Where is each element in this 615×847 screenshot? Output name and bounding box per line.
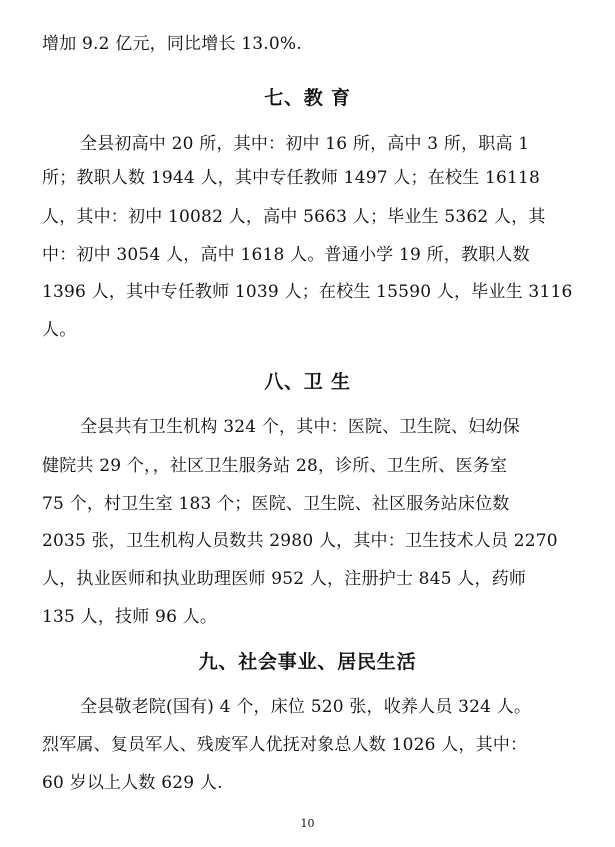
- section-heading-social-affairs: 九、社会事业、居民生活: [198, 651, 417, 673]
- social-affairs-line: 60 岁以上人数 629 人.: [42, 773, 223, 793]
- health-line: 135 人，技师 96 人。: [42, 607, 218, 627]
- health-line: 人，执业医师和执业助理医师 952 人，注册护士 845 人，药师: [42, 569, 527, 589]
- section-heading-education: 七、教 育: [264, 87, 351, 109]
- section-heading-health: 八、卫 生: [264, 371, 351, 393]
- education-line: 中：初中 3054 人，高中 1618 人。普通小学 19 所，教职人数: [42, 245, 530, 265]
- social-affairs-line: 全县敬老院(国有) 4 个，床位 520 张，收养人员 324 人。: [80, 697, 532, 717]
- health-line: 75 个，村卫生室 183 个；医院、卫生院、社区服务站床位数: [42, 494, 510, 514]
- education-line: 人。: [42, 320, 77, 340]
- health-line: 2035 张，卫生机构人员数共 2980 人，其中：卫生技术人员 2270: [42, 531, 558, 551]
- education-line: 所；教职人数 1944 人，其中专任教师 1497 人；在校生 16118: [42, 168, 541, 188]
- education-line: 人，其中：初中 10082 人，高中 5663 人；毕业生 5362 人，其: [42, 207, 546, 227]
- intro-line: 增加 9.2 亿元，同比增长 13.0%.: [42, 34, 302, 54]
- education-line: 1396 人，其中专任教师 1039 人；在校生 15590 人，毕业生 3116: [42, 282, 573, 302]
- page-number: 10: [300, 817, 315, 830]
- education-line: 全县初高中 20 所，其中：初中 16 所，高中 3 所，职高 1: [80, 134, 530, 154]
- health-line: 健院共 29 个，，社区卫生服务站 28，诊所、卫生所、医务室: [42, 456, 508, 476]
- social-affairs-line: 烈军属、复员军人、残废军人优抚对象总人数 1026 人，其中：: [42, 735, 528, 755]
- health-line: 全县共有卫生机构 324 个，其中：医院、卫生院、妇幼保: [80, 417, 520, 437]
